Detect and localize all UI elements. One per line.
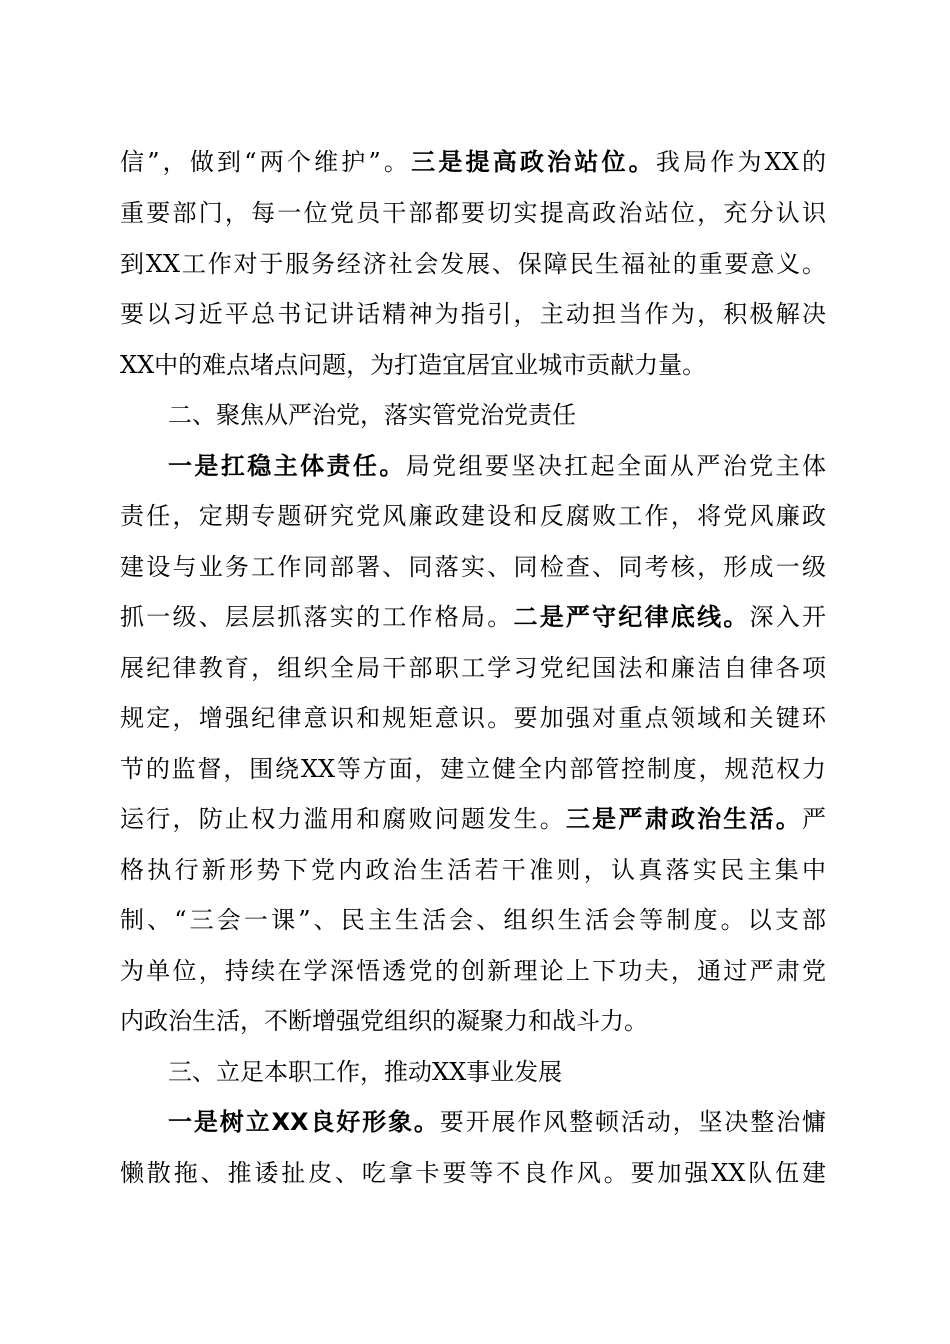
paragraph-line bbox=[120, 951, 826, 991]
paragraph-line bbox=[168, 1102, 826, 1142]
text-run: 责任，定期专题研究党风廉政建设和反腐败工作，将党风廉政 bbox=[120, 502, 826, 530]
text-run: 严 bbox=[802, 805, 826, 833]
heading-text: 三、立足本职工作，推动XX事业发展 bbox=[168, 1058, 563, 1086]
text-run: 节的监督，围绕XX等方面，建立健全内部管控制度，规范权力 bbox=[120, 755, 826, 783]
text-run: 建设与业务工作同部署、同落实、同检查、同考核，形成一级 bbox=[120, 553, 826, 581]
text-run: 要以习近平总书记讲话精神为指引，主动担当作为，积极解决 bbox=[120, 300, 826, 328]
section-heading-2 bbox=[168, 395, 826, 435]
text-run: 信”，做到“两个维护”。 bbox=[120, 148, 412, 176]
text-run: 运行，防止权力滥用和腐败问题发生。 bbox=[120, 805, 566, 833]
text-run: 内政治生活，不断增强党组织的凝聚力和战斗力。 bbox=[120, 1007, 648, 1035]
bold-lead-phrase: 一是扛稳主体责任。 bbox=[168, 452, 406, 480]
paragraph-line bbox=[120, 799, 826, 839]
bold-lead-phrase: 三是提高政治站位。 bbox=[411, 148, 656, 176]
paragraph-line bbox=[120, 345, 826, 385]
paragraph-line bbox=[120, 244, 826, 284]
text-run: 到XX工作对于服务经济社会发展、保障民生福祉的重要意义。 bbox=[120, 250, 826, 278]
text-run: 重要部门，每一位党员干部都要切实提高政治站位，充分认识 bbox=[120, 199, 826, 227]
paragraph-line bbox=[120, 900, 826, 940]
text-run: 为单位，持续在学深悟透党的创新理论上下功夫，通过严肃党 bbox=[120, 957, 826, 985]
heading-text: 二、聚焦从严治党，落实管党治党责任 bbox=[168, 401, 576, 429]
text-run: 局党组要坚决扛起全面从严治党主体 bbox=[405, 452, 826, 480]
text-run: XX中的难点堵点问题，为打造宜居宜业城市贡献力量。 bbox=[120, 351, 707, 379]
paragraph-line bbox=[120, 294, 826, 334]
bold-lead-phrase: 一是树立XX良好形象。 bbox=[168, 1108, 440, 1136]
text-run: 规定，增强纪律意识和规矩意识。要加强对重点领域和关键环 bbox=[120, 704, 826, 732]
text-run: 要开展作风整顿活动，坚决整治慵 bbox=[439, 1108, 827, 1136]
bold-lead-phrase: 二是严守纪律底线。 bbox=[513, 603, 750, 631]
bold-lead-phrase: 三是严肃政治生活。 bbox=[565, 805, 802, 833]
paragraph-line bbox=[120, 698, 826, 738]
paragraph-line bbox=[120, 547, 826, 587]
paragraph-line bbox=[120, 193, 826, 233]
text-run: 深入开 bbox=[749, 603, 827, 631]
text-run: 展纪律教育，组织全局干部职工学习党纪国法和廉洁自律各项 bbox=[120, 654, 826, 682]
paragraph-line bbox=[120, 648, 826, 688]
paragraph-line bbox=[120, 142, 826, 182]
text-run: 格执行新形势下党内政治生活若干准则，认真落实民主集中 bbox=[120, 856, 826, 884]
text-run: 懒散拖、推诿扯皮、吃拿卡要等不良作风。要加强XX队伍建 bbox=[120, 1159, 826, 1187]
paragraph-line bbox=[168, 446, 826, 486]
paragraph-line bbox=[120, 749, 826, 789]
section-heading-3 bbox=[168, 1052, 826, 1092]
paragraph-line bbox=[120, 496, 826, 536]
text-run: 制、“三会一课”、民主生活会、组织生活会等制度。以支部 bbox=[120, 906, 826, 934]
paragraph-line bbox=[120, 597, 826, 637]
paragraph-line bbox=[120, 850, 826, 890]
paragraph-line bbox=[120, 1001, 826, 1041]
text-run: 我局作为XX的 bbox=[655, 148, 827, 176]
paragraph-line bbox=[120, 1153, 826, 1193]
text-run: 抓一级、层层抓落实的工作格局。 bbox=[120, 603, 514, 631]
